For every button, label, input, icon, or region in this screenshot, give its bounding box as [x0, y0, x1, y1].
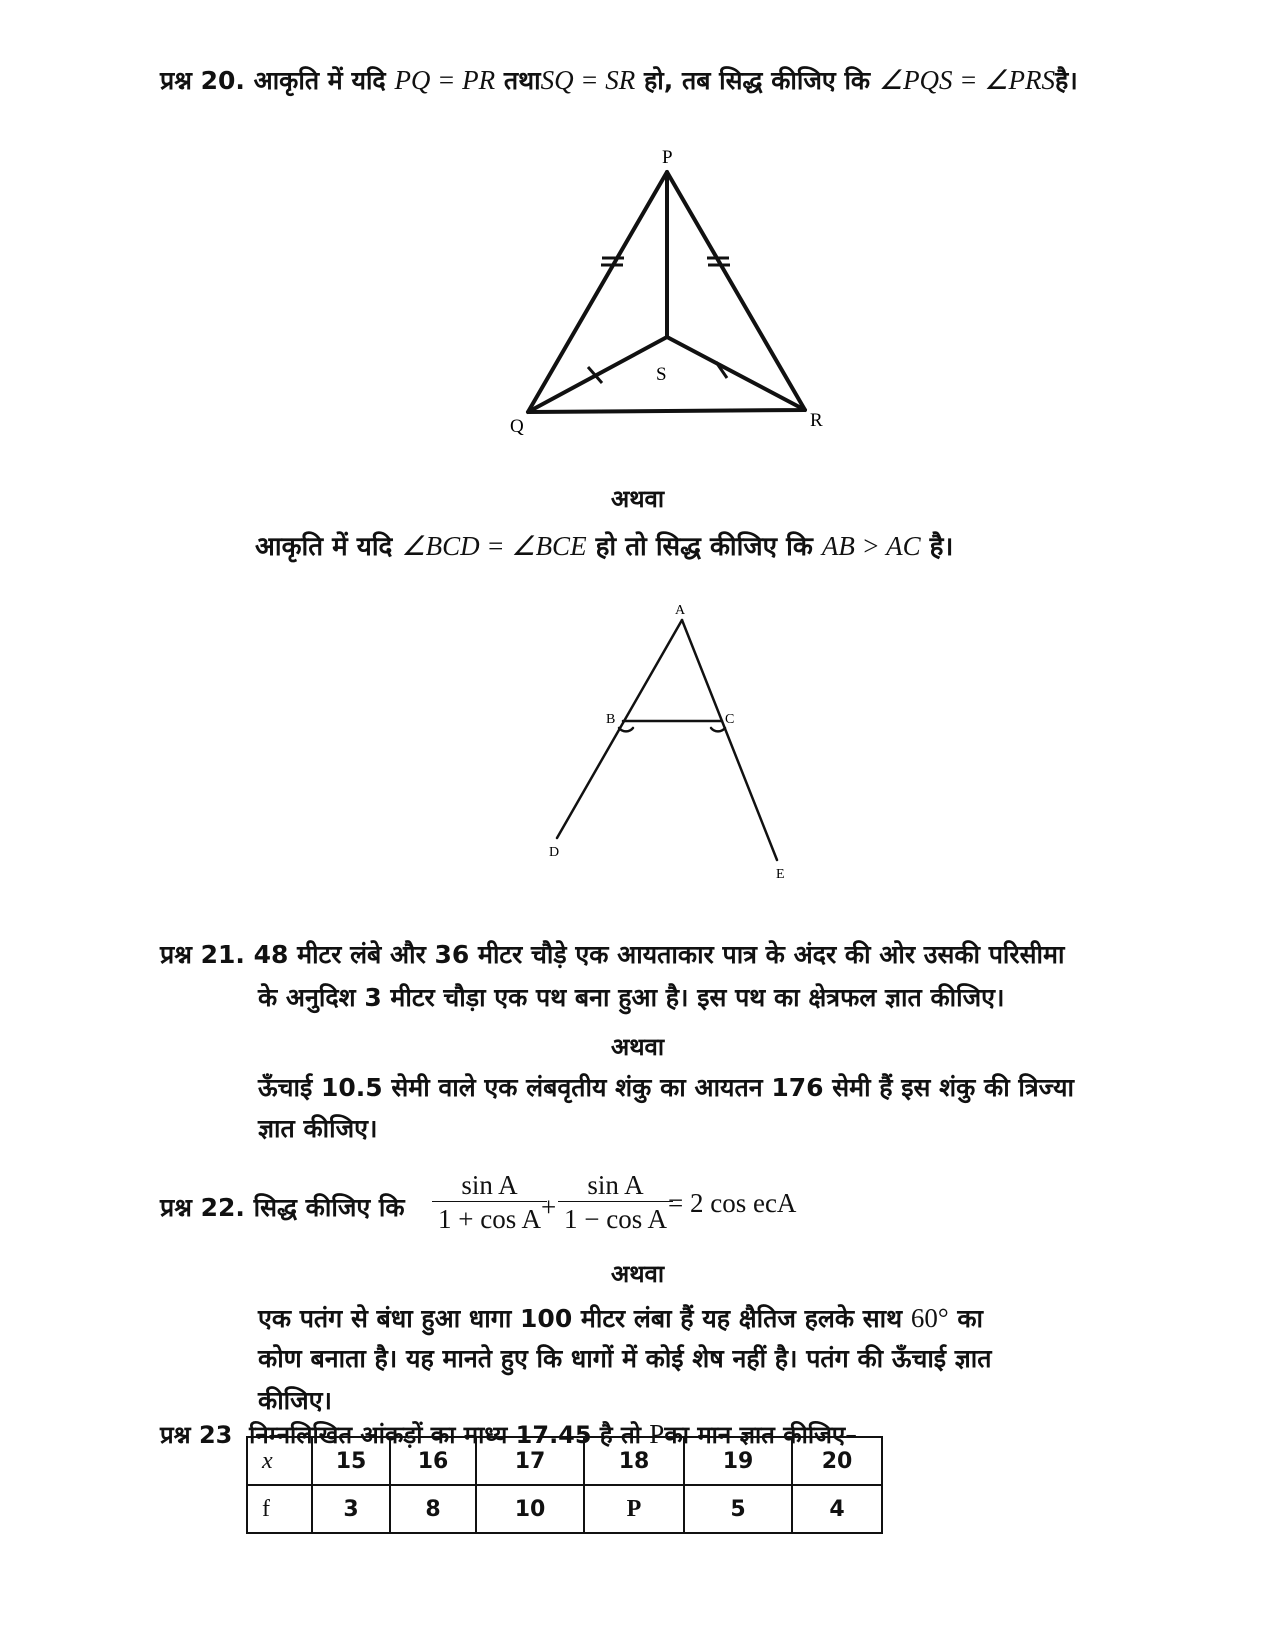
table-cell: 20	[792, 1437, 882, 1485]
q22-num2: sin A	[587, 1170, 644, 1200]
q22-den2: 1 − cos A	[558, 1201, 673, 1235]
label-e: E	[776, 867, 785, 882]
label-q: Q	[510, 416, 524, 437]
table-row-x	[247, 1437, 882, 1485]
q21-text-line1: 48 मीटर लंबे और 36 मीटर चौड़े एक आयताकार पात्र के अंदर की ओर उसकी परिसीमा	[253, 940, 1065, 969]
q23-text1: निम्नलिखित आंकड़ों का माध्य 17.45 है तो	[249, 1421, 641, 1449]
q23-text2: का मान ज्ञात कीजिए–	[664, 1421, 858, 1449]
q22-den1: 1 + cos A	[432, 1201, 547, 1235]
q20-text1: आकृति में यदि	[253, 66, 386, 95]
q22-fraction1	[432, 1170, 547, 1235]
q20-alt-text1: आकृति में यदि	[255, 532, 393, 562]
q23-var: P	[649, 1419, 665, 1449]
q21-line1	[160, 940, 1064, 970]
q22-alt-angle: 60°	[910, 1303, 949, 1333]
label-r: R	[810, 410, 823, 431]
q22-alt-line2: कोण बनाता है। यह मानते हुए कि धागों में कोई शेष नहीं है। पतंग की ऊँचाई ज्ञात	[258, 1344, 992, 1373]
table-cell: 8	[390, 1485, 476, 1533]
line-ae	[682, 620, 777, 860]
table-cell: 10	[476, 1485, 584, 1533]
q20-alt-end: है।	[929, 532, 954, 562]
q22-fraction2	[558, 1170, 673, 1235]
figure-abc	[540, 600, 820, 900]
table-row-f	[247, 1485, 882, 1533]
q20-alt-statement	[255, 530, 953, 563]
label-p: P	[662, 147, 673, 168]
q22-alt-text1a: एक पतंग से बंधा हुआ धागा 100 मीटर लंबा हैं यह क्षैतिज हलके साथ	[258, 1304, 903, 1333]
q22-rhs: = 2 cos ecA	[668, 1188, 797, 1218]
q22-plus: +	[541, 1192, 557, 1222]
q20-alt-eq2: AB > AC	[821, 531, 921, 561]
q23-label: प्रश्न 23	[160, 1421, 233, 1449]
table-cell: 16	[390, 1437, 476, 1485]
angle-mark-b	[619, 728, 633, 731]
table-cell: 15	[312, 1437, 390, 1485]
label-c: C	[725, 712, 735, 727]
label-s: S	[656, 364, 667, 385]
q20-eq2: SQ = SR	[540, 65, 636, 95]
q22-label: प्रश्न 22.	[160, 1193, 245, 1222]
frequency-table	[246, 1436, 883, 1534]
label-b: B	[606, 712, 616, 727]
angle-mark-c	[711, 728, 725, 731]
q20-end: है।	[1054, 66, 1078, 95]
q22-alt-line3: कीजिए।	[258, 1386, 333, 1415]
label-d: D	[549, 845, 560, 860]
q22-alt-line1	[258, 1302, 983, 1334]
table-cell: 5	[684, 1485, 792, 1533]
table-cell: 4	[792, 1485, 882, 1533]
label-a: A	[675, 603, 686, 618]
q20-text2: हो, तब सिद्ध कीजिए कि	[644, 66, 871, 95]
q21-label: प्रश्न 21.	[160, 940, 245, 969]
q20-statement	[160, 64, 1078, 96]
q22-or: अथवा	[610, 1260, 665, 1288]
q22-text: सिद्ध कीजिए कि	[253, 1193, 405, 1222]
triangle-pqr-figure	[500, 140, 860, 450]
q21-alt-line1: ऊँचाई 10.5 सेमी वाले एक लंबवृतीय शंकु का आयतन 176 सेमी हैं इस शंकु की त्रिज्या	[258, 1073, 1074, 1102]
q21-or: अथवा	[610, 1033, 665, 1061]
table-cell: 17	[476, 1437, 584, 1485]
q20-label: प्रश्न 20.	[160, 66, 245, 95]
table-cell: 18	[584, 1437, 684, 1485]
q20-alt-eq1: ∠BCD = ∠BCE	[401, 531, 587, 561]
q21-line2: के अनुदिश 3 मीटर चौड़ा एक पथ बना हुआ है। इस पथ का क्षेत्रफल ज्ञात कीजिए।	[258, 983, 1005, 1012]
q21-alt-line2: ज्ञात कीजिए।	[258, 1114, 378, 1143]
q20-or: अथवा	[610, 485, 665, 513]
table-header-f: f	[247, 1485, 312, 1533]
q22-num1: sin A	[461, 1170, 518, 1200]
table-cell: 3	[312, 1485, 390, 1533]
table-cell: P	[584, 1485, 684, 1533]
q20-alt-text2: हो तो सिद्ध कीजिए कि	[595, 532, 813, 562]
q20-eq3: ∠PQS = ∠PRS	[878, 65, 1055, 95]
q22-alt-text1b: का	[957, 1304, 984, 1333]
table-cell: 19	[684, 1437, 792, 1485]
table-header-x: x	[247, 1437, 312, 1485]
q20-eq1: PQ = PR	[394, 65, 496, 95]
q20-conj: तथा	[503, 66, 541, 95]
q22-statement	[160, 1193, 405, 1223]
